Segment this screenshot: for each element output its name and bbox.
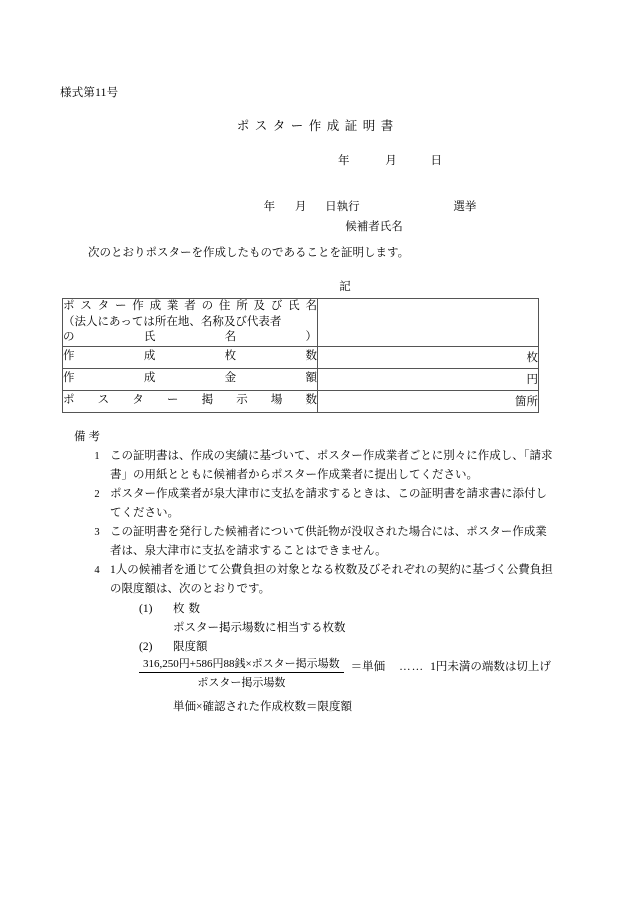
sheets-label-text: 作成枚数 [63,350,317,363]
sub-item-1-detail: ポスター掲示場数に相当する枚数 [173,622,346,634]
formula-dots: …… [399,661,425,673]
election-year: 年 [263,201,276,213]
remark-note-4 [88,561,560,599]
cell-contractor-label [63,299,318,347]
cell-amount-label [63,368,318,390]
remark-number-2: 2 [94,489,100,500]
formula-final-line: 単価×確認された作成枚数＝限度額 [173,701,352,713]
cell-boards-label [63,390,318,412]
sub-item-1 [139,600,204,616]
cell-boards-unit[interactable]: 箇所 [318,390,539,412]
sub-item-2-label: 限度額 [173,641,208,653]
formula-roundup-note: 1円未満の端数は切上げ [430,661,551,673]
contractor-label-line3: の 氏 名 ） [63,331,317,343]
table-row [63,346,539,368]
election-day-exec: 日執行 [325,201,360,213]
formula-numerator: 316,250円+586円88銭×ポスター掲示場数 [139,655,344,673]
table-row [63,299,539,347]
limit-formula [139,655,551,690]
candidate-name-label: 候補者氏名 [345,221,403,233]
formula-row [139,655,551,690]
amount-label-text: 作成金額 [63,372,317,385]
ki-mark: 記 [339,281,351,293]
remark-note-3 [88,523,558,561]
certificate-table-wrapper [62,298,538,413]
cell-sheets-unit[interactable]: 枚 [318,346,539,368]
election-date-line [0,198,630,214]
sub-item-2-marker: (2) [139,641,153,653]
cell-sheets-label [63,346,318,368]
remark-number-4: 4 [94,565,100,576]
cell-contractor-value[interactable] [318,299,539,347]
boards-label-text: ポスター掲示場数 [63,394,317,407]
remark-number-3: 3 [94,527,100,538]
contractor-label-line2: （法人にあっては所在地、名称及び代表者 [63,315,282,328]
formula-equals-unit [351,655,551,674]
cell-amount-unit[interactable]: 円 [318,368,539,390]
sub-item-2 [139,638,208,654]
page-title: ポスター作成証明書 [236,119,399,133]
remark-text-3: この証明書を発行した候補者について供託物が没収された場合には、ポスター作成業者は、泉大津市に支払を請求することはできません。 [110,526,547,557]
remark-text-2: ポスター作成業者が泉大津市に支払を請求するときは、この証明書を請求書に添付してください。 [110,488,547,519]
remarks-heading: 備考 [74,431,103,443]
election-month: 月 [294,201,307,213]
sub-item-1-label: 枚数 [173,603,204,615]
issue-date-month: 月 [385,155,397,167]
issue-date-day: 日 [430,155,442,167]
formula-fraction [139,655,344,690]
formula-denominator: ポスター掲示場数 [197,677,286,689]
remark-text-4: 1人の候補者を通じて公費負担の対象となる枚数及びそれぞれの契約に基づく公費負担の限度額は、次のとおりです。 [110,564,553,595]
formula-equals-unit-text: ＝単価 [350,661,386,673]
remark-note-2 [88,485,558,523]
remark-note-1 [88,447,558,485]
issue-date-year: 年 [338,155,350,167]
intro-sentence: 次のとおりポスターを作成したものであることを証明します。 [88,247,410,259]
sub-item-1-marker: (1) [139,603,153,615]
contractor-label-line1: ポスター作成業者の住所及び氏名 [63,300,317,312]
election-label: 選挙 [453,201,477,213]
remark-number-1: 1 [94,451,100,462]
certificate-table [62,298,539,413]
table-row [63,368,539,390]
table-row [63,390,539,412]
remark-text-1: この証明書は、作成の実績に基づいて、ポスター作成業者ごとに別々に作成し、「請求書」の用紙とともに候補者からポスター作成業者に提出してください。 [110,450,553,481]
issue-date-line [0,152,630,168]
form-number: 様式第11号 [60,87,119,99]
